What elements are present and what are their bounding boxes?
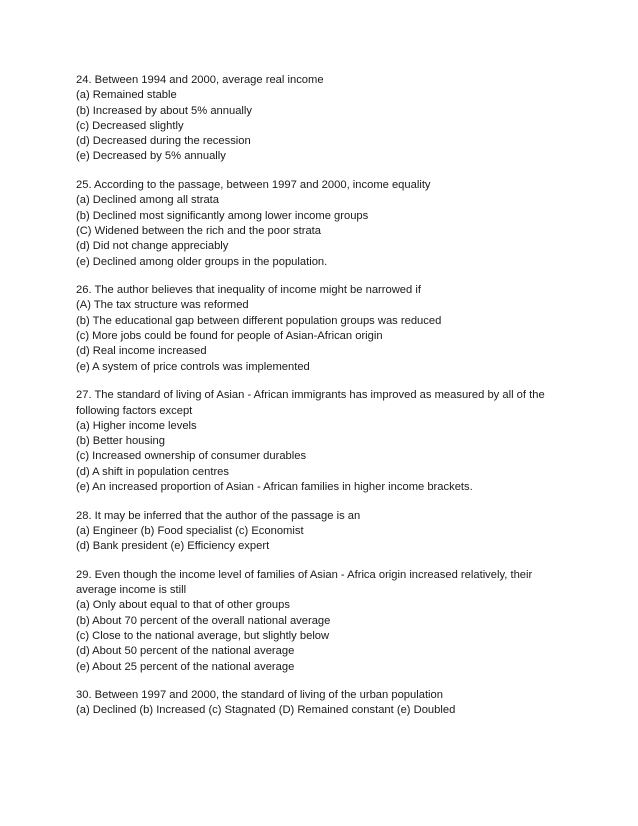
question-30 [76, 688, 616, 719]
question-text: average income is still [76, 584, 187, 597]
answer-option: (e) Declined among older groups in the population. [76, 255, 328, 268]
answer-option: (b) About 70 percent of the overall national average [76, 614, 331, 627]
question-29 [76, 568, 616, 675]
answer-option: (b) The educational gap between different population groups was reduced [76, 314, 442, 327]
answer-option: (a) Declined among all strata [76, 194, 220, 207]
answer-option: (d) A shift in population centres [76, 465, 229, 478]
question-28 [76, 509, 616, 555]
answer-option: (e) An increased proportion of Asian - African families in higher income brackets. [76, 481, 473, 494]
answer-option: (d) Decreased during the recession [76, 135, 251, 148]
answer-option: (c) Close to the national average, but slightly below [76, 629, 330, 642]
answer-option: (e) Decreased by 5% annually [76, 150, 226, 163]
answer-option: (d) About 50 percent of the national average [76, 645, 295, 658]
question-text: 26. The author believes that inequality of income might be narrowed if [76, 284, 421, 297]
answer-option: (a) Remained stable [76, 89, 177, 102]
question-text: 27. The standard of living of Asian - African immigrants has improved as measured by all of the [76, 389, 545, 402]
question-text: following factors except [76, 404, 193, 417]
question-24 [76, 73, 616, 165]
question-text: 25. According to the passage, between 1997 and 2000, income equality [76, 179, 431, 192]
answer-option: (c) Decreased slightly [76, 119, 184, 132]
question-25 [76, 178, 616, 270]
answer-option: (d) Did not change appreciably [76, 240, 229, 253]
document-page [76, 73, 616, 732]
answer-option: (c) More jobs could be found for people of Asian-African origin [76, 330, 383, 343]
answer-option: (a) Declined (b) Increased (c) Stagnated (D) Remained constant (e) Doubled [76, 704, 456, 717]
answer-option: (a) Higher income levels [76, 419, 197, 432]
answer-option: (d) Real income increased [76, 345, 207, 358]
question-text: 29. Even though the income level of families of Asian - Africa origin increased relatively, their [76, 568, 533, 581]
answer-option: (d) Bank president (e) Efficiency expert [76, 540, 270, 553]
answer-option: (a) Only about equal to that of other groups [76, 599, 290, 612]
question-26 [76, 283, 616, 375]
answer-option: (A) The tax structure was reformed [76, 299, 249, 312]
question-text: 28. It may be inferred that the author of the passage is an [76, 509, 361, 522]
answer-option: (b) Declined most significantly among lower income groups [76, 209, 369, 222]
answer-option: (e) About 25 percent of the national average [76, 660, 295, 673]
question-text: 24. Between 1994 and 2000, average real income [76, 74, 324, 86]
answer-option: (b) Better housing [76, 435, 165, 448]
question-27 [76, 388, 616, 495]
answer-option: (e) A system of price controls was implemented [76, 360, 310, 373]
question-text: 30. Between 1997 and 2000, the standard of living of the urban population [76, 689, 443, 702]
answer-option: (C) Widened between the rich and the poor strata [76, 224, 322, 237]
answer-option: (c) Increased ownership of consumer durables [76, 450, 307, 463]
answer-option: (b) Increased by about 5% annually [76, 104, 253, 117]
answer-option: (a) Engineer (b) Food specialist (c) Economist [76, 524, 304, 537]
